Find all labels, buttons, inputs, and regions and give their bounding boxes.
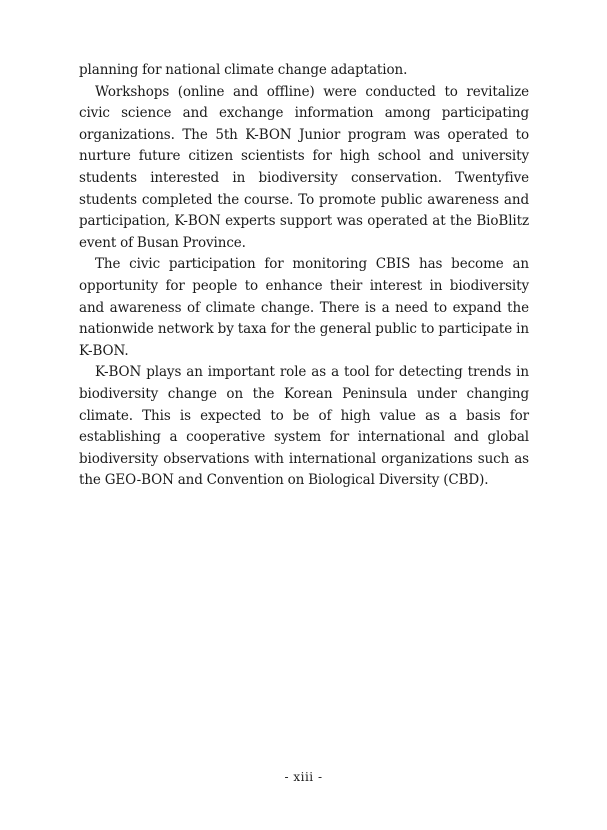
- page-body: [79, 60, 529, 492]
- paragraph-workshops: Workshops (online and offline) were conducted to revitalize civic science and exchange information among participating organizations. The 5th K-BON Junior program was operated to nurture future citizen scientists for high school and university students interested in biodiversity conservation. Twentyfive students completed the course. To promote public awareness and participation, K-BON experts support was operated at the BioBlitz event of Busan Province.: [79, 83, 529, 251]
- paragraph-kbon-role: K-BON plays an important role as a tool for detecting trends in biodiversity change on the Korean Peninsula under changing climate. This is expected to be of high value as a basis for establishing a cooperative system for international and global biodiversity observations with international organizations such as the GEO-BON and Convention on Biological Diversity (CBD).: [79, 364, 529, 489]
- paragraph-civic-participation: The civic participation for monitoring CBIS has become an opportunity for people to enhance their interest in biodiversity and awareness of climate change. There is a need to expand the nationwide network by taxa for the general public to participate in K-BON.: [79, 256, 529, 359]
- page-number: - xiii -: [284, 770, 323, 784]
- paragraph-continuation: planning for national climate change adaptation.: [79, 62, 408, 78]
